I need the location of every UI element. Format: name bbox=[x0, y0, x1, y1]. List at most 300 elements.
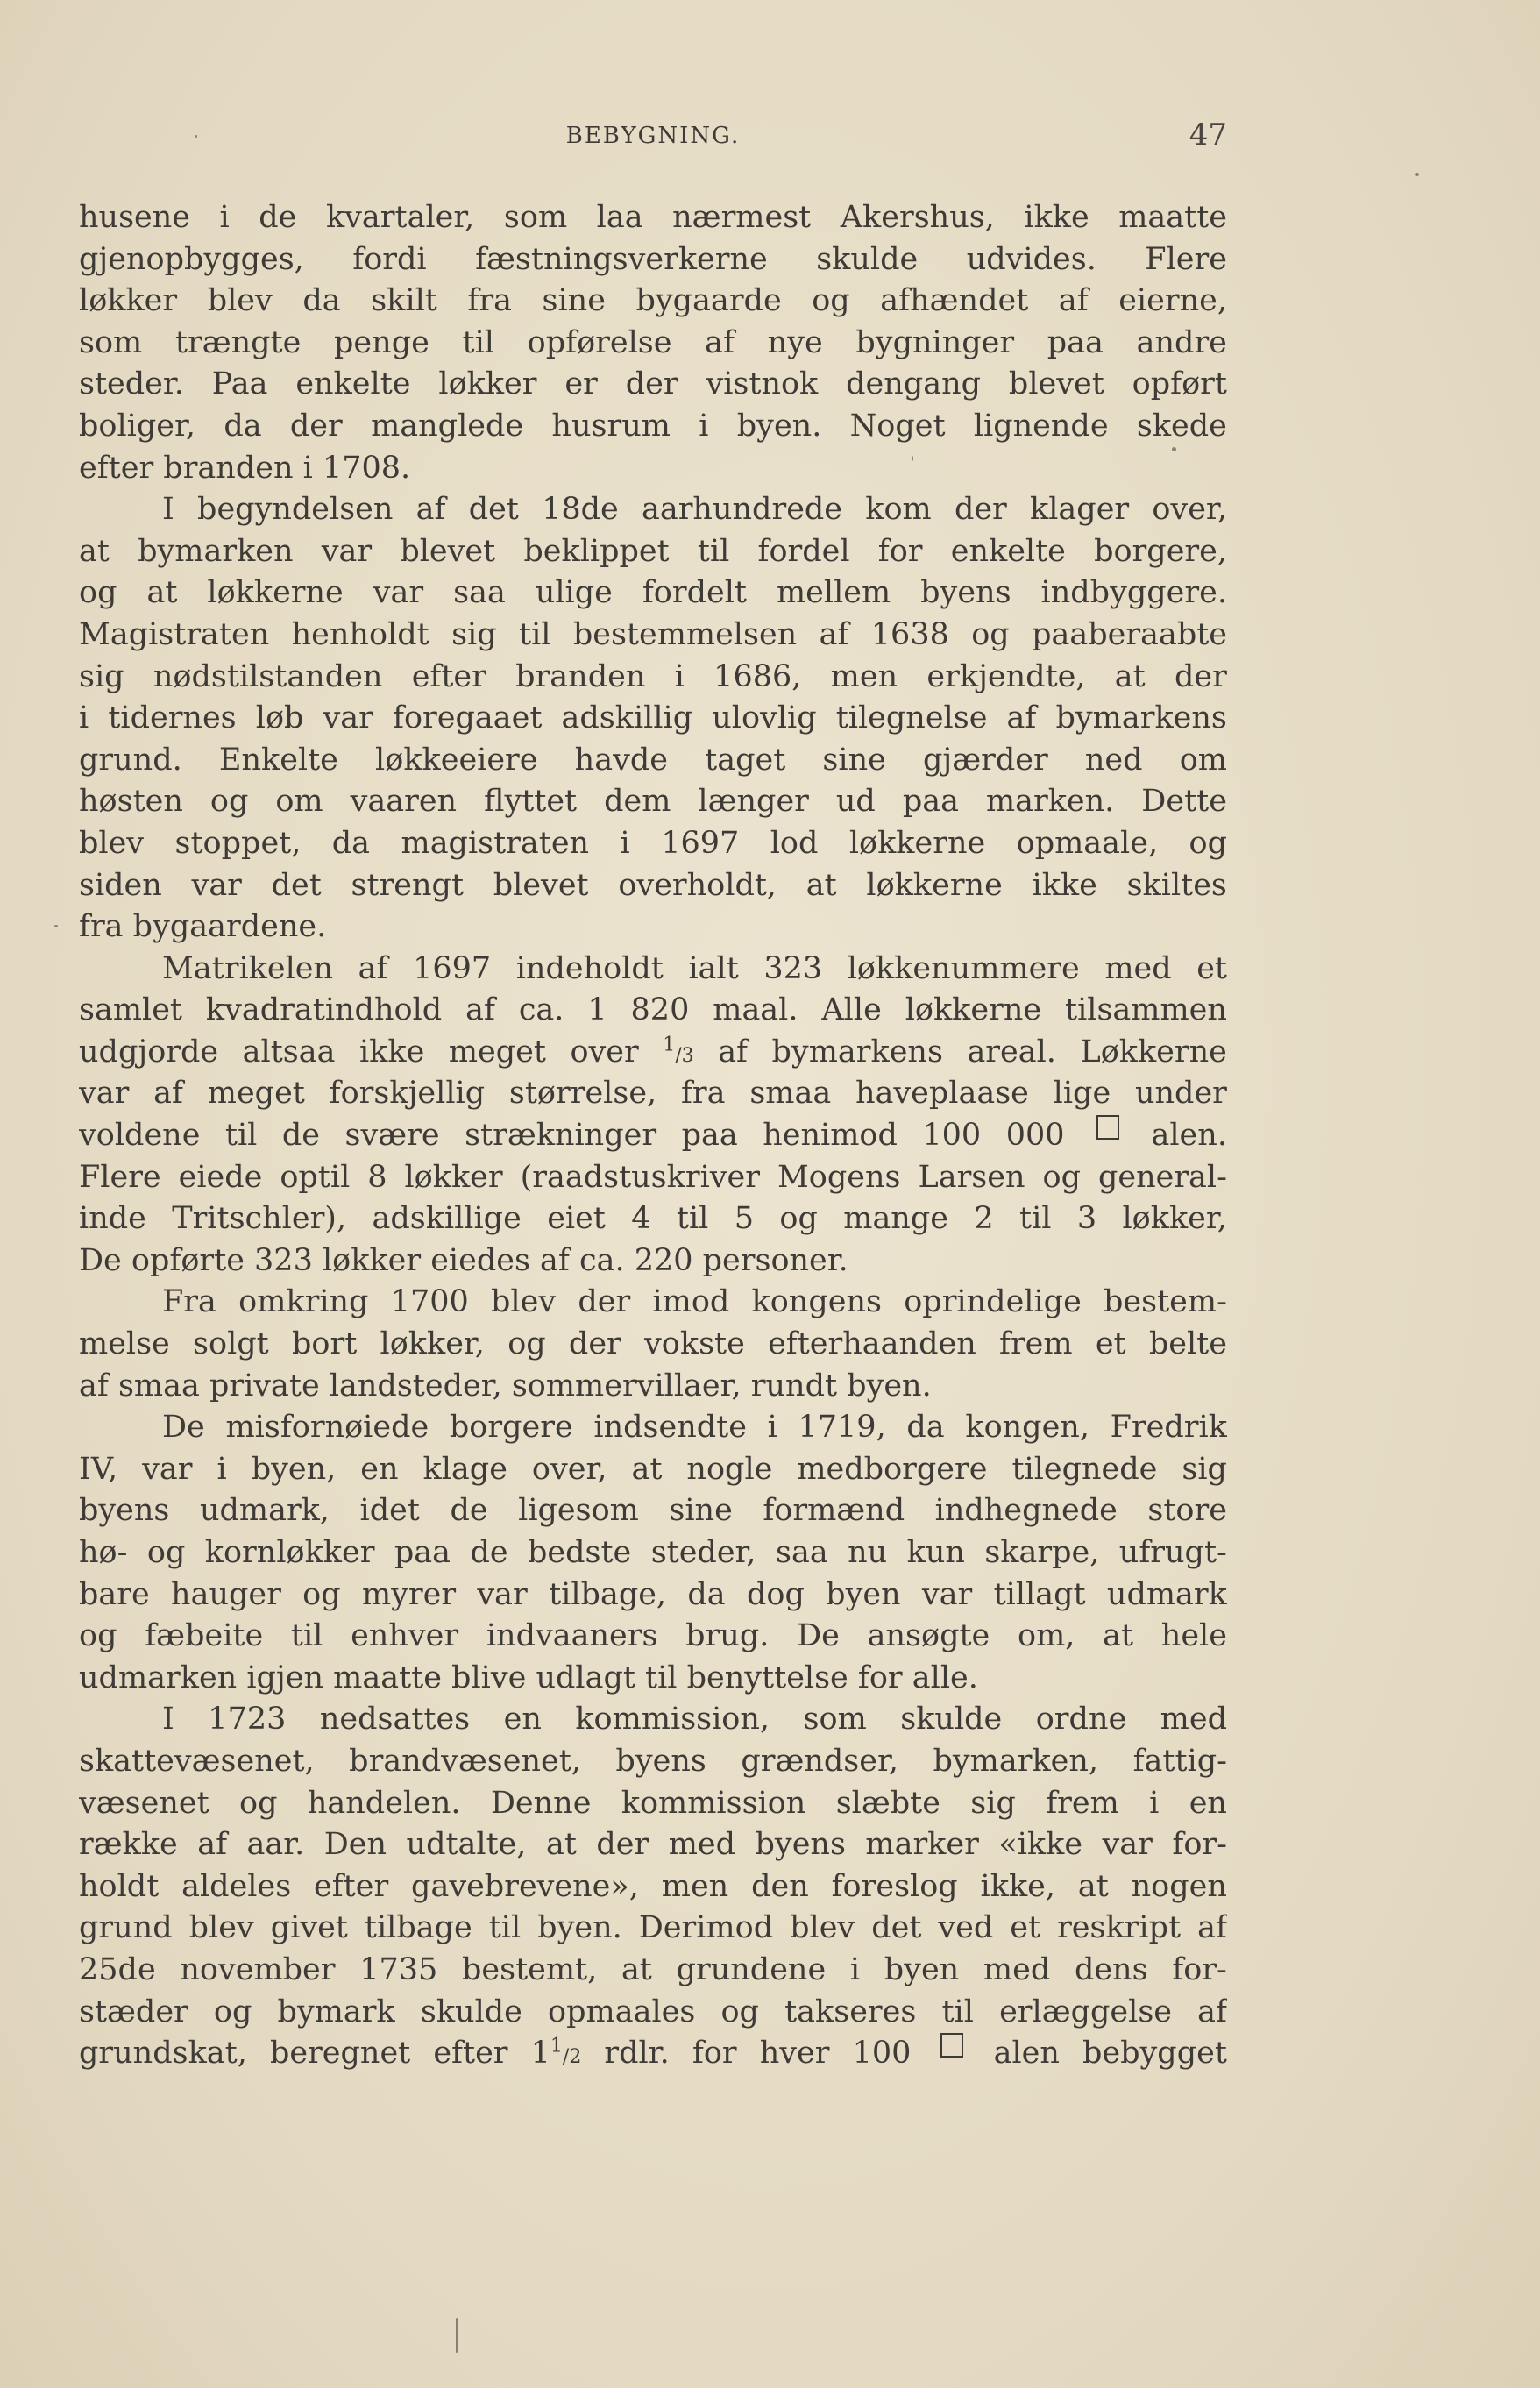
word: løkker bbox=[404, 1159, 503, 1195]
word: paa bbox=[681, 1118, 738, 1154]
word: nærmest bbox=[672, 200, 812, 235]
word: et bbox=[1196, 950, 1227, 986]
text-line bbox=[79, 239, 1227, 281]
word: oprindelige bbox=[904, 1284, 1082, 1320]
word: borgere, bbox=[1094, 533, 1227, 569]
word: og bbox=[79, 1618, 117, 1654]
word: 5 bbox=[734, 1201, 755, 1237]
word: areal. bbox=[967, 1034, 1056, 1070]
word: flyttet bbox=[484, 784, 578, 820]
word: inde bbox=[79, 1201, 146, 1237]
word: at bbox=[631, 1451, 663, 1487]
word: foregaaet bbox=[393, 700, 543, 736]
word: byens bbox=[79, 1493, 170, 1529]
word: var bbox=[321, 533, 373, 569]
word: som bbox=[79, 324, 143, 360]
word: efter bbox=[411, 658, 486, 694]
word: de bbox=[259, 200, 297, 235]
word: saa bbox=[775, 1535, 828, 1570]
word: der bbox=[289, 408, 343, 444]
word: og bbox=[79, 575, 117, 611]
word: opført bbox=[1132, 366, 1227, 402]
word: bestemt, bbox=[461, 1951, 598, 1987]
word: i bbox=[674, 658, 685, 694]
word: kom bbox=[865, 492, 932, 528]
square-unit-icon bbox=[940, 2033, 963, 2058]
text-line bbox=[79, 740, 1227, 782]
word: grundskat, bbox=[79, 2036, 247, 2072]
word: bygninger bbox=[855, 324, 1015, 360]
word: 18de bbox=[542, 492, 619, 528]
word: efter bbox=[314, 1868, 389, 1904]
word: ikke bbox=[358, 1034, 425, 1070]
text-line bbox=[79, 489, 1227, 531]
word: imod bbox=[652, 1284, 730, 1320]
word: Dette bbox=[1141, 784, 1227, 820]
word: magistraten bbox=[401, 825, 590, 861]
word: og bbox=[302, 1576, 341, 1612]
word: kun bbox=[906, 1535, 965, 1570]
word: kommission bbox=[621, 1785, 806, 1821]
word: over, bbox=[1152, 492, 1227, 528]
word: bymark bbox=[277, 1994, 395, 2029]
word: fæbeite bbox=[145, 1618, 264, 1654]
word: sine bbox=[542, 283, 606, 319]
word: blev bbox=[491, 1284, 557, 1320]
word: Fra bbox=[162, 1284, 216, 1320]
word: da bbox=[224, 408, 262, 444]
word: store bbox=[1147, 1493, 1227, 1529]
line-text: udmarken igjen maatte blive udlagt til benyttelse for alle. bbox=[79, 1660, 978, 1695]
body-text bbox=[79, 197, 1227, 2075]
word: og bbox=[1189, 825, 1227, 861]
word: gavebrevene», bbox=[411, 1868, 639, 1904]
word: stoppet, bbox=[174, 825, 302, 861]
word: Løkkerne bbox=[1080, 1034, 1227, 1070]
word: i bbox=[216, 1451, 227, 1487]
word: beklippet bbox=[523, 533, 670, 569]
word: sine bbox=[669, 1493, 733, 1529]
word: af bbox=[1197, 1910, 1227, 1946]
word: $1^1/2$ bbox=[530, 2035, 582, 2072]
word: og bbox=[239, 1785, 278, 1821]
word: eiet bbox=[547, 1201, 606, 1237]
word: ved bbox=[938, 1910, 994, 1946]
text-line bbox=[79, 1240, 1227, 1283]
word: en bbox=[360, 1451, 399, 1487]
word: af bbox=[1058, 283, 1089, 319]
word: grændser, bbox=[741, 1743, 898, 1779]
word: der bbox=[578, 1284, 631, 1320]
word: ligesom bbox=[518, 1493, 639, 1529]
word: blevet bbox=[400, 533, 496, 569]
word: over, bbox=[531, 1451, 607, 1487]
word: 100 bbox=[852, 2036, 912, 2072]
word: tidernes bbox=[108, 700, 237, 736]
word: hauger bbox=[171, 1576, 281, 1612]
word: Paa bbox=[211, 366, 268, 402]
word: at bbox=[546, 1827, 577, 1863]
word: klage bbox=[422, 1451, 507, 1487]
word: af bbox=[197, 1827, 228, 1863]
text-line bbox=[79, 448, 1227, 490]
word: ordne bbox=[1035, 1702, 1127, 1738]
word: række bbox=[79, 1827, 178, 1863]
word: voldene bbox=[79, 1118, 201, 1154]
word: bymarken, bbox=[933, 1743, 1099, 1779]
word: erlæggelse bbox=[999, 1994, 1172, 2029]
word: men bbox=[830, 658, 898, 694]
word: grundene bbox=[676, 1951, 827, 1987]
word: at bbox=[1077, 1868, 1109, 1904]
word: høsten bbox=[79, 784, 183, 820]
word: alen bbox=[993, 2036, 1060, 2072]
word: marken. bbox=[985, 784, 1115, 820]
text-line bbox=[79, 1658, 1227, 1700]
word: at bbox=[79, 533, 110, 569]
word: ulovlig bbox=[712, 700, 817, 736]
word: blevet bbox=[493, 867, 589, 903]
word: løb bbox=[255, 700, 304, 736]
word: indbyggere. bbox=[1040, 575, 1227, 611]
word: i bbox=[767, 1410, 777, 1446]
word: Flere bbox=[79, 1159, 161, 1195]
word: Denne bbox=[490, 1785, 592, 1821]
word: enhver bbox=[351, 1618, 459, 1654]
word: da bbox=[687, 1576, 726, 1612]
word: bygaarde bbox=[635, 283, 782, 319]
word: brug. bbox=[685, 1618, 770, 1654]
word: sig bbox=[451, 616, 497, 652]
word: boliger, bbox=[79, 408, 195, 444]
text-line bbox=[79, 1198, 1227, 1240]
word: frem bbox=[1046, 1785, 1119, 1821]
word: bestemmelsen bbox=[572, 616, 798, 652]
word: sine bbox=[822, 742, 886, 778]
word: blev bbox=[79, 825, 145, 861]
word: løkker bbox=[79, 283, 178, 319]
text-line bbox=[79, 1490, 1227, 1532]
word: De bbox=[162, 1410, 205, 1446]
word: da bbox=[302, 283, 341, 319]
line-text: efter branden i 1708. bbox=[79, 450, 411, 486]
text-line bbox=[79, 1866, 1227, 1908]
word: grund. bbox=[79, 742, 182, 778]
word: ikke bbox=[1032, 867, 1097, 903]
word: de bbox=[281, 1118, 320, 1154]
word: at bbox=[1114, 658, 1146, 694]
word: og bbox=[146, 1535, 186, 1570]
word: tilbage, bbox=[549, 1576, 667, 1612]
square-unit-icon bbox=[1096, 1115, 1119, 1140]
word: Tritschler), bbox=[172, 1201, 347, 1237]
word: meget bbox=[448, 1034, 546, 1070]
word: henholdt bbox=[291, 616, 429, 652]
word: indhegnede bbox=[934, 1493, 1118, 1529]
text-line bbox=[79, 1824, 1227, 1866]
word: dengang bbox=[846, 366, 982, 402]
text-line bbox=[79, 781, 1227, 823]
word: general- bbox=[1097, 1159, 1227, 1195]
word: fattig- bbox=[1132, 1743, 1227, 1779]
word: bestem- bbox=[1104, 1284, 1227, 1320]
word: 1697 bbox=[661, 825, 740, 861]
word: dens bbox=[1074, 1951, 1148, 1987]
word: at bbox=[146, 575, 178, 611]
word: tilbage bbox=[364, 1910, 472, 1946]
word: marker bbox=[865, 1827, 979, 1863]
word: sig bbox=[1182, 1451, 1227, 1487]
word: idet bbox=[359, 1493, 420, 1529]
running-title: BEBYGNING. bbox=[565, 123, 741, 149]
word: der bbox=[954, 492, 1007, 528]
word: steder. bbox=[79, 366, 184, 402]
text-line bbox=[79, 990, 1227, 1032]
word: løkkenummere bbox=[847, 950, 1080, 986]
word: november bbox=[180, 1951, 336, 1987]
word: da bbox=[331, 825, 371, 861]
word: mange bbox=[843, 1201, 948, 1237]
word: byens bbox=[615, 1743, 706, 1779]
word: var bbox=[191, 867, 242, 903]
word: til bbox=[488, 1910, 522, 1946]
word: nye bbox=[767, 324, 823, 360]
word: Flere bbox=[1145, 241, 1227, 277]
word: gjærder bbox=[923, 742, 1048, 778]
word: en bbox=[1189, 1785, 1227, 1821]
text-line bbox=[79, 1741, 1227, 1783]
word: bedste bbox=[528, 1535, 632, 1570]
word: smaa bbox=[749, 1076, 832, 1112]
word: Magistraten bbox=[79, 616, 270, 652]
word: de bbox=[470, 1535, 508, 1570]
word: nødstilstanden bbox=[153, 658, 383, 694]
text-line bbox=[79, 657, 1227, 699]
line-text: af smaa private landsteder, sommervillaer, rundt byen. bbox=[79, 1368, 932, 1404]
word: med bbox=[983, 1951, 1051, 1987]
page-header bbox=[79, 117, 1227, 175]
text-line bbox=[79, 1616, 1227, 1658]
word: i bbox=[1149, 1785, 1160, 1821]
word: til bbox=[1019, 1201, 1052, 1237]
word: 1697 bbox=[413, 950, 492, 986]
word: klager bbox=[1030, 492, 1130, 528]
word: længer bbox=[698, 784, 809, 820]
word: 100 bbox=[922, 1118, 982, 1154]
word: indsendte bbox=[593, 1410, 747, 1446]
word: tilegnede bbox=[1011, 1451, 1158, 1487]
word: løkker bbox=[438, 366, 537, 402]
word: strengt bbox=[351, 867, 465, 903]
word: bebygget bbox=[1082, 2036, 1227, 2072]
word: takseres bbox=[784, 1994, 917, 2029]
word: 1700 bbox=[390, 1284, 469, 1320]
word: indvaaners bbox=[486, 1618, 658, 1654]
word: (raadstuskriver bbox=[520, 1159, 760, 1195]
word: Den bbox=[323, 1827, 387, 1863]
word: misfornøiede bbox=[225, 1410, 429, 1446]
word: husrum bbox=[551, 408, 671, 444]
word: Fredrik bbox=[1110, 1410, 1227, 1446]
text-line bbox=[79, 1783, 1227, 1825]
text-line bbox=[79, 1115, 1227, 1157]
word: ned bbox=[1084, 742, 1143, 778]
word: bort bbox=[291, 1326, 358, 1362]
word: nedsattes bbox=[319, 1702, 471, 1738]
word: frem bbox=[998, 1326, 1073, 1362]
word: efterhaanden bbox=[768, 1326, 976, 1362]
word: af bbox=[718, 1034, 749, 1070]
word: var bbox=[79, 1076, 130, 1112]
word: bymarkens bbox=[771, 1034, 943, 1070]
word: med bbox=[1104, 950, 1172, 986]
word: fordi bbox=[352, 241, 427, 277]
word: opførelse bbox=[527, 324, 672, 360]
word: der bbox=[596, 1827, 649, 1863]
word: aar. bbox=[246, 1827, 305, 1863]
word: rdlr. bbox=[604, 2036, 670, 2072]
word: og bbox=[971, 616, 1010, 652]
word: nogle bbox=[686, 1451, 773, 1487]
word: der bbox=[568, 1326, 621, 1362]
word: 1735 bbox=[359, 1951, 438, 1987]
word: og bbox=[720, 1994, 759, 2029]
word: 25de bbox=[79, 1951, 156, 1987]
word: skarpe, bbox=[984, 1535, 1100, 1570]
word: saa bbox=[453, 575, 506, 611]
word: opmaales bbox=[548, 1994, 696, 2029]
word: hele bbox=[1160, 1618, 1227, 1654]
text-line bbox=[79, 323, 1227, 365]
word: over bbox=[570, 1034, 639, 1070]
line-text: De opførte 323 løkker eiedes af ca. 220 personer. bbox=[79, 1242, 848, 1278]
text-line bbox=[79, 572, 1227, 615]
word: adskillige bbox=[372, 1201, 522, 1237]
word: af bbox=[705, 324, 735, 360]
word: hver bbox=[759, 2036, 830, 2072]
word: fordelt bbox=[642, 575, 747, 611]
word: af bbox=[1006, 700, 1037, 736]
word: havde bbox=[574, 742, 668, 778]
text-line bbox=[79, 1574, 1227, 1617]
word: størrelse, bbox=[508, 1076, 657, 1112]
text-line bbox=[79, 1908, 1227, 1950]
word: melse bbox=[79, 1326, 170, 1362]
word: ca. bbox=[518, 992, 564, 1028]
word: løkker, bbox=[380, 1326, 485, 1362]
word: I bbox=[162, 492, 174, 528]
word: om, bbox=[1018, 1618, 1075, 1654]
word: byen. bbox=[736, 408, 822, 444]
word: udmark, bbox=[199, 1493, 330, 1529]
word: kongens bbox=[751, 1284, 882, 1320]
word: i bbox=[79, 700, 89, 736]
word: skede bbox=[1136, 408, 1227, 444]
word: brandvæsenet, bbox=[349, 1743, 581, 1779]
word: og bbox=[213, 1994, 252, 2029]
word: løkkerne bbox=[866, 867, 1003, 903]
word: indeholdt bbox=[515, 950, 664, 986]
word: var bbox=[477, 1576, 528, 1612]
word: maal. bbox=[713, 992, 798, 1028]
word: af bbox=[415, 492, 446, 528]
word: vistnok bbox=[706, 366, 819, 402]
word: var bbox=[142, 1451, 193, 1487]
word: og bbox=[209, 784, 249, 820]
word: haveplaase bbox=[855, 1076, 1029, 1112]
word: af bbox=[1197, 1994, 1227, 2029]
word: afhændet bbox=[880, 283, 1029, 319]
word: eiede bbox=[178, 1159, 263, 1195]
word: Alle bbox=[821, 992, 882, 1028]
word: I bbox=[162, 1702, 174, 1738]
word: mellem bbox=[776, 575, 891, 611]
word: til bbox=[697, 533, 730, 569]
word: Enkelte bbox=[218, 742, 338, 778]
word: blev bbox=[790, 1910, 855, 1946]
word: Matrikelen bbox=[162, 950, 334, 986]
word: borgere bbox=[449, 1410, 573, 1446]
word: af bbox=[153, 1076, 183, 1112]
word: er bbox=[564, 366, 598, 402]
word: solgt bbox=[193, 1326, 269, 1362]
word: manglede bbox=[371, 408, 524, 444]
word: strækninger bbox=[465, 1118, 657, 1154]
word: alen. bbox=[1151, 1118, 1227, 1154]
word: der bbox=[625, 366, 678, 402]
word: blevet bbox=[1008, 366, 1104, 402]
word: enkelte bbox=[950, 533, 1066, 569]
word: tilsammen bbox=[1065, 992, 1227, 1028]
word: fæstningsverkerne bbox=[475, 241, 768, 277]
word: ud bbox=[835, 784, 876, 820]
word: 1719, bbox=[798, 1410, 886, 1446]
word: i bbox=[849, 1951, 861, 1987]
word: overholdt, bbox=[618, 867, 777, 903]
word: var bbox=[373, 575, 424, 611]
word: skattevæsenet, bbox=[79, 1743, 315, 1779]
word: formænd bbox=[763, 1493, 905, 1529]
word: sig bbox=[79, 658, 124, 694]
word: byens bbox=[920, 575, 1011, 611]
page-number: 47 bbox=[1189, 117, 1227, 153]
word: for- bbox=[1172, 1827, 1227, 1863]
word: Derimod bbox=[638, 1910, 774, 1946]
word: forskjellig bbox=[329, 1076, 486, 1112]
word: nogen bbox=[1131, 1868, 1227, 1904]
text-line bbox=[79, 698, 1227, 740]
word: henimod bbox=[763, 1118, 898, 1154]
text-line bbox=[79, 1532, 1227, 1574]
word: penge bbox=[334, 324, 429, 360]
word: holdt bbox=[79, 1868, 160, 1904]
word: løkkerne bbox=[848, 825, 986, 861]
word: nu bbox=[848, 1535, 888, 1570]
word: adskillig bbox=[561, 700, 693, 736]
word: blev bbox=[188, 1910, 254, 1946]
word: bymarkens bbox=[1055, 700, 1227, 736]
word: myrer bbox=[361, 1576, 457, 1612]
word: hø- bbox=[79, 1535, 128, 1570]
word: dog bbox=[746, 1576, 805, 1612]
word: ansøgte bbox=[867, 1618, 990, 1654]
word: De bbox=[797, 1618, 840, 1654]
word: efter bbox=[433, 2036, 508, 2072]
word: paaberaabte bbox=[1032, 616, 1227, 652]
text-line bbox=[79, 1992, 1227, 2034]
word: tilegnelse bbox=[835, 700, 988, 736]
word: svære bbox=[344, 1118, 440, 1154]
